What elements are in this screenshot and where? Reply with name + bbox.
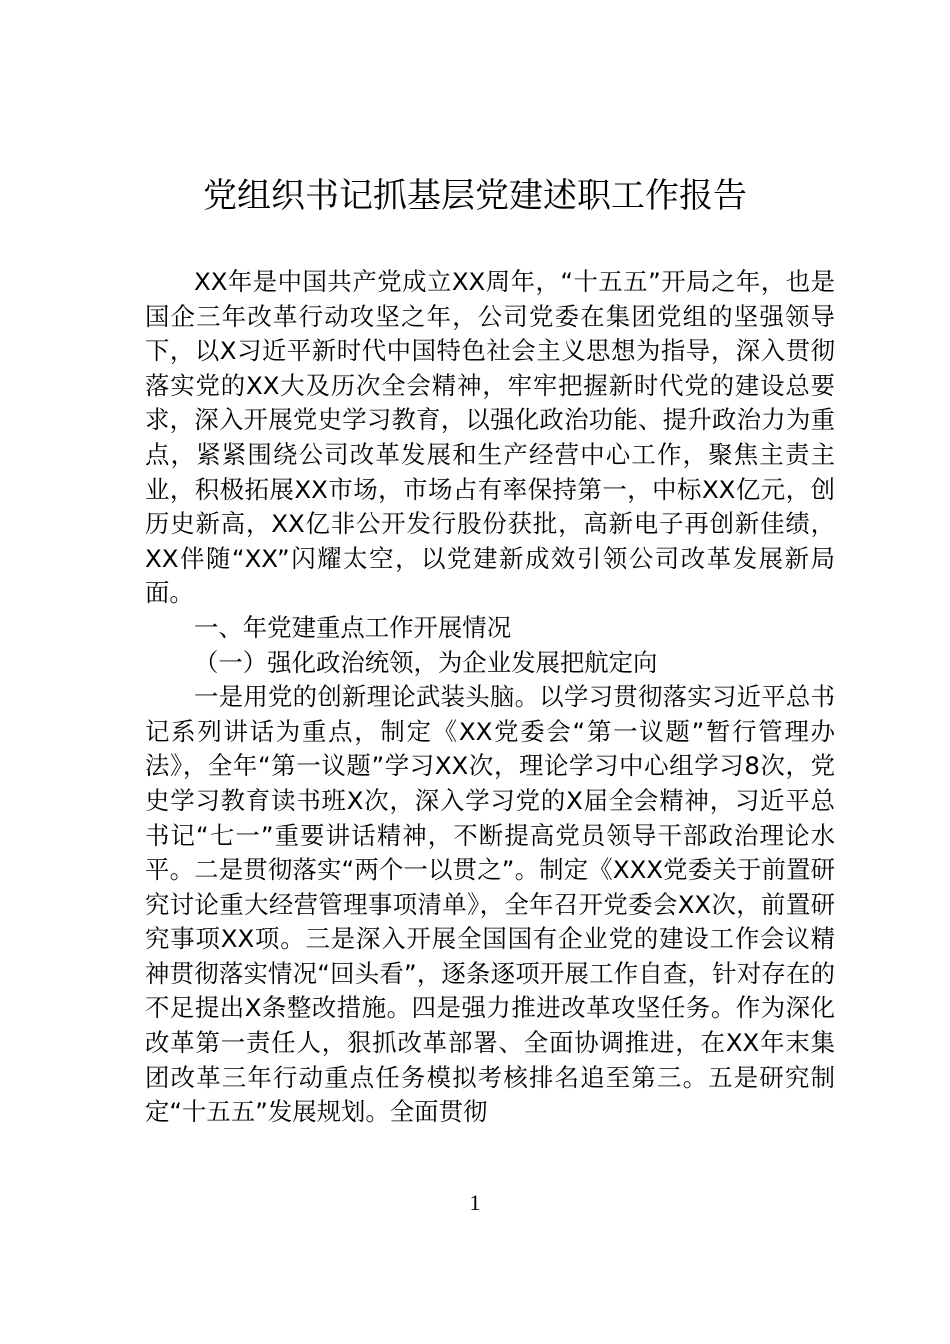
subsection-heading: （一）强化政治统领，为企业发展把航定向 xyxy=(194,647,658,677)
body-paragraph: 一是用党的创新理论武装头脑。以学习贯彻落实习近平总书记系列讲话为重点，制定《XX党委会“第一议题”暂行管理办法》，全年“第一议题”学习XX次，理论学习中心组学习8次，党史学习教育读书班X次，深入学习党的X届全会精神，习近平总书记“七一”重要讲话精神，不断提高党员领导干部政治理论水平。二是贯彻落实“两个一以贯之”。制定《XXX党委关于前置研究讨论重大经营管理事项清单》，全年召开党委会XX次，前置研究事项XX项。三是深入开展全国国有企业党的建设工作会议精神贯彻落实情况“回头看”，逐条逐项开展工作自查，针对存在的不足提出X条整改措施。四是强力推进改革攻坚任务。作为深化改革第一责任人，狠抓改革部署、全面协调推进，在XX年末集团改革三年行动重点任务模拟考核排名追至第三。五是研究制定“十五五”发展规划。全面贯彻 xyxy=(145,682,835,1127)
section-heading: 一、年党建重点工作开展情况 xyxy=(194,612,512,642)
intro-paragraph: XX年是中国共产党成立XX周年，“十五五”开局之年，也是国企三年改革行动攻坚之年，公司党委在集团党组的坚强领导下，以X习近平新时代中国特色社会主义思想为指导，深入贯彻落实党的XX大及历次全会精神，牢牢把握新时代党的建设总要求，深入开展党史学习教育，以强化政治功能、提升政治力为重点，紧紧围绕公司改革发展和生产经营中心工作，聚焦主责主业，积极拓展XX市场，市场占有率保持第一，中标XX亿元，创历史新高，XX亿非公开发行股份获批，高新电子再创新佳绩，XX伴随“XX”闪耀太空，以党建新成效引领公司改革发展新局面。 xyxy=(145,267,835,608)
document-body xyxy=(145,265,835,1130)
page-number: 1 xyxy=(469,1190,481,1215)
document-title: 党组织书记抓基层党建述职工作报告 xyxy=(203,176,747,216)
